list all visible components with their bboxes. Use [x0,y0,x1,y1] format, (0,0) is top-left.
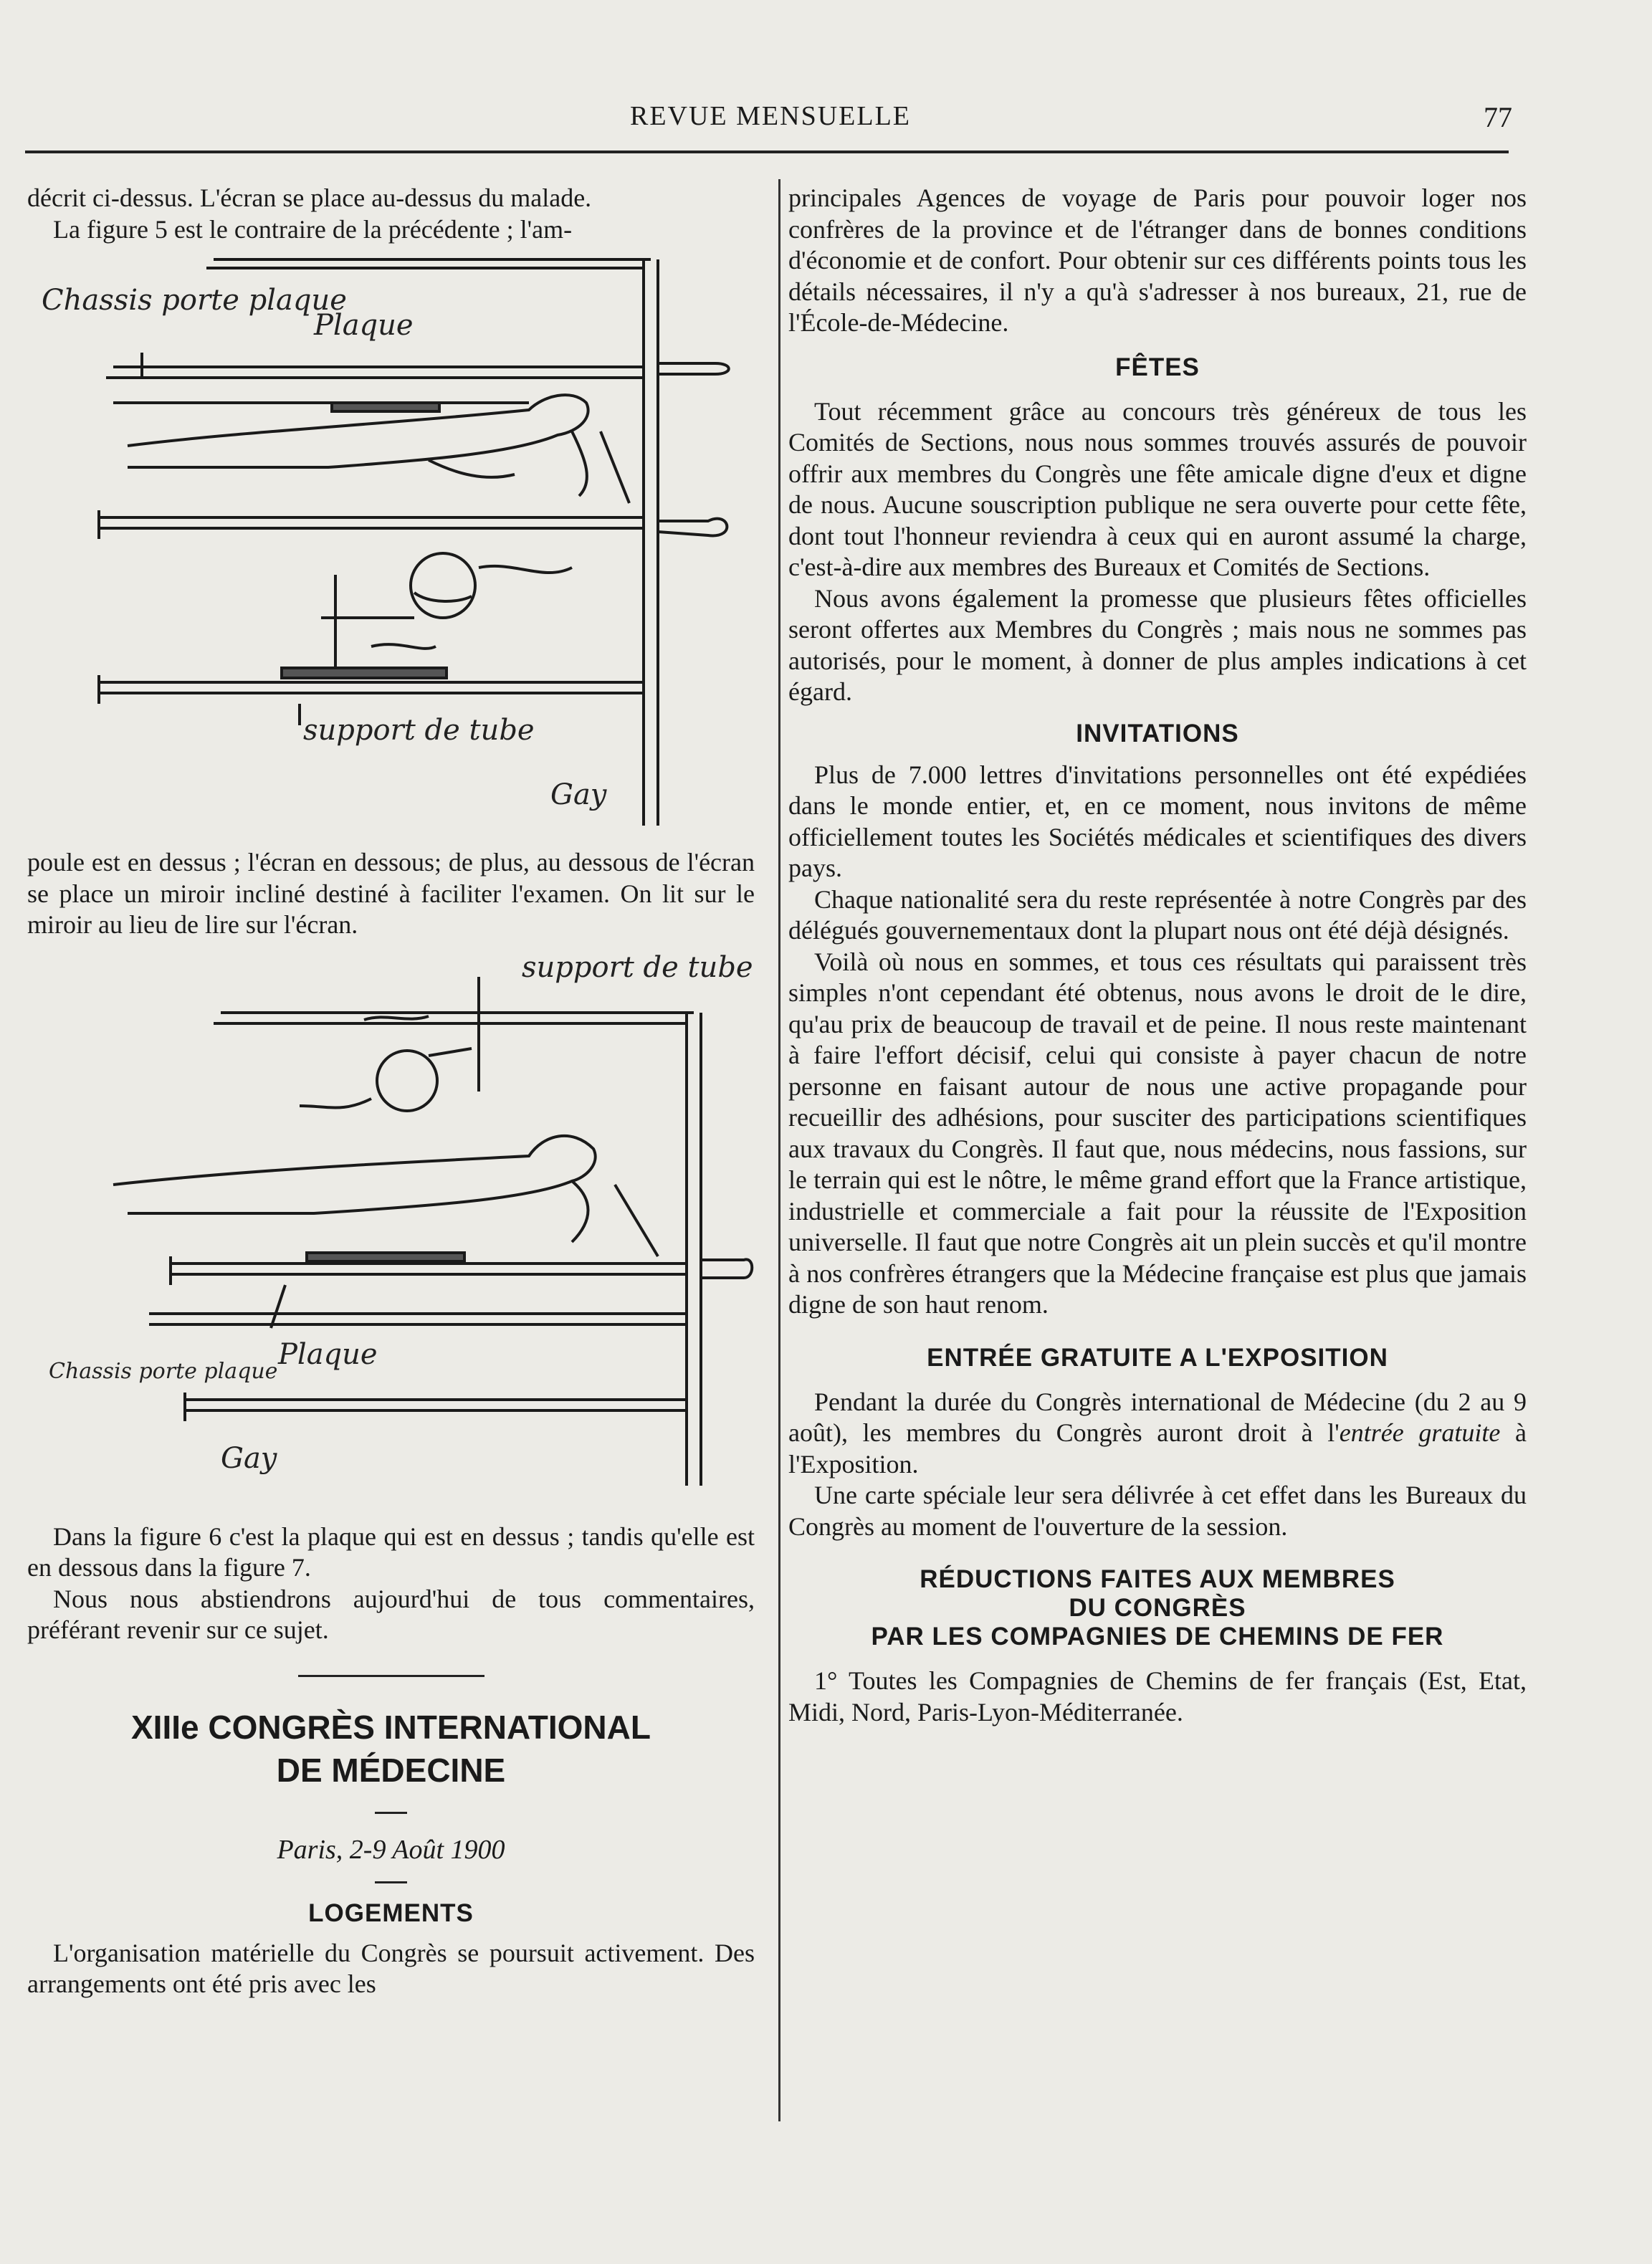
invitations-heading: INVITATIONS [1076,719,1239,747]
fetes-heading: FÊTES [1115,353,1200,381]
figure-5-label-chassis: Chassis porte plaque [42,284,347,317]
column-divider [778,179,780,2121]
left-para-6: L'organisation matérielle du Congrès se poursuit activement. Des arrangements ont été pris avec les [27,1938,755,1998]
figure-5-signature: Gay [550,778,607,811]
left-para-3: poule est en dessus ; l'écran en dessous; de plus, au dessous de l'écran se place un miroir incliné destiné à faciliter l'examen. On lit sur le miroir au lieu de lire sur l'écran. [27,848,755,939]
figure-6-illustration [27,941,755,1522]
figure-6-label-chassis: Chassis porte plaque [49,1358,278,1384]
figure-5-label-support: support de tube [303,714,535,747]
right-para-7-a: Pendant la durée du Congrès international de Médecine (du 2 au 9 août), les membres du Congrès auront droit à l' [788,1387,1527,1447]
reductions-heading-line-2: DU CONGRÈS [1069,1594,1246,1622]
figure-5-drawing [27,245,755,847]
figure-6-label-plaque: Plaque [278,1337,378,1371]
right-para-1: principales Agences de voyage de Paris pour pouvoir loger nos confrères de la province et de l'étranger dans de bonnes conditions d'économie et de confort. Pour obtenir sur ces différents points tous les détails nécessaires, il n'y a qu'à s'adresser à nos bureaux, 21, rue de l'École-de-Médecine. [788,183,1527,337]
congress-title-line-2: DE MÉDECINE [276,1751,506,1789]
right-para-9: 1° Toutes les Compagnies de Chemins de fer français (Est, Etat, Midi, Nord, Paris-Lyon-Méditerranée. [788,1666,1527,1726]
right-para-2: Tout récemment grâce au concours très généreux de tous les Comités de Sections, nous nous sommes trouvés assurés de pouvoir offrir aux membres du Congrès une fête amicale digne d'eux et digne de nous. Aucune souscription publique ne sera ouverte pour cette fête, dont tout l'honneur reviendra à ceux qui en auront assumé la charge, c'est-à-dire aux membres des Bureaux et Comités de Sections. [788,396,1527,581]
figure-6-label-support: support de tube [522,950,753,984]
figure-6-drawing [27,941,755,1522]
header-rule [25,151,1509,153]
reductions-heading-line-3: PAR LES COMPAGNIES DE CHEMINS DE FER [871,1623,1444,1651]
right-para-8: Une carte spéciale leur sera délivrée à cet effet dans les Bureaux du Congrès au moment de l'ouverture de la session. [788,1481,1527,1541]
right-para-3: Nous avons également la promesse que plusieurs fêtes officielles seront offertes aux Membres du Congrès ; mais nous ne sommes pas autorisés, pour le moment, à donner de plus amples indications à cet égard. [788,583,1527,706]
congress-dates: Paris, 2-9 Août 1900 [277,1834,505,1865]
right-para-7-emphasis: entrée gratuite [1339,1418,1501,1447]
right-para-7 [788,1387,1527,1481]
page-header [29,100,1512,140]
figure-5-label-plaque: Plaque [314,309,414,342]
left-para-1: décrit ci-dessus. L'écran se place au-dessus du malade. [27,183,592,212]
left-column [27,183,755,2000]
running-title: REVUE MENSUELLE [629,101,912,131]
reductions-heading-line-1: RÉDUCTIONS FAITES AUX MEMBRES [920,1565,1395,1593]
logements-heading: LOGEMENTS [308,1898,474,1927]
left-para-4: Dans la figure 6 c'est la plaque qui est en dessus ; tandis qu'elle est en dessous dans la figure 7. [27,1522,755,1582]
left-para-2: La figure 5 est le contraire de la précédente ; l'am- [53,214,573,244]
congress-title-line-1: XIIIe CONGRÈS INTERNATIONAL [131,1708,651,1746]
figure-6-signature: Gay [221,1441,277,1475]
right-para-5: Chaque nationalité sera du reste représentée à notre Congrès par des délégués gouvernementaux dont la plupart nous ont été déjà désignés. [788,884,1527,945]
page-number: 77 [1484,101,1512,133]
left-para-5: Nous nous abstiendrons aujourd'hui de tous commentaires, préférant revenir sur ce sujet. [27,1584,755,1644]
figure-5-illustration [27,245,755,847]
right-para-4: Plus de 7.000 lettres d'invitations personnelles ont été expédiées dans le monde entier, et, en ce moment, nous invitons de même officiellement toutes les Sociétés médicales et scientifiques des divers pays. [788,760,1527,882]
right-para-6: Voilà où nous en sommes, et tous ces résultats qui paraissent très simples n'ont cependant été obtenus, nous avons le droit de le dire, qu'au prix de beaucoup de travail et de peine. Il nous reste maintenant à faire l'effort décisif, celui qui consiste à payer chacun de notre personne en faisant autour de nous une active propagande pour recueillir des adhésions, pour susciter des participations scientifiques aux travaux du Congrès. Il faut que, nous médecins, nous fassions, sur le terrain qui est le nôtre, le même grand effort que la France artistique, industrielle et commerciale a fait pour la réussite de l'Exposition universelle. Il faut que notre Congrès ait un plein succès et qu'il montre à nos confrères étrangers que la Médecine française est plus que jamais digne de son haut renom. [788,947,1527,1319]
right-column [788,183,1527,1728]
right-para-7-b: à l'Exposition. [788,1418,1527,1479]
entree-heading: ENTRÉE GRATUITE A L'EXPOSITION [927,1343,1388,1372]
